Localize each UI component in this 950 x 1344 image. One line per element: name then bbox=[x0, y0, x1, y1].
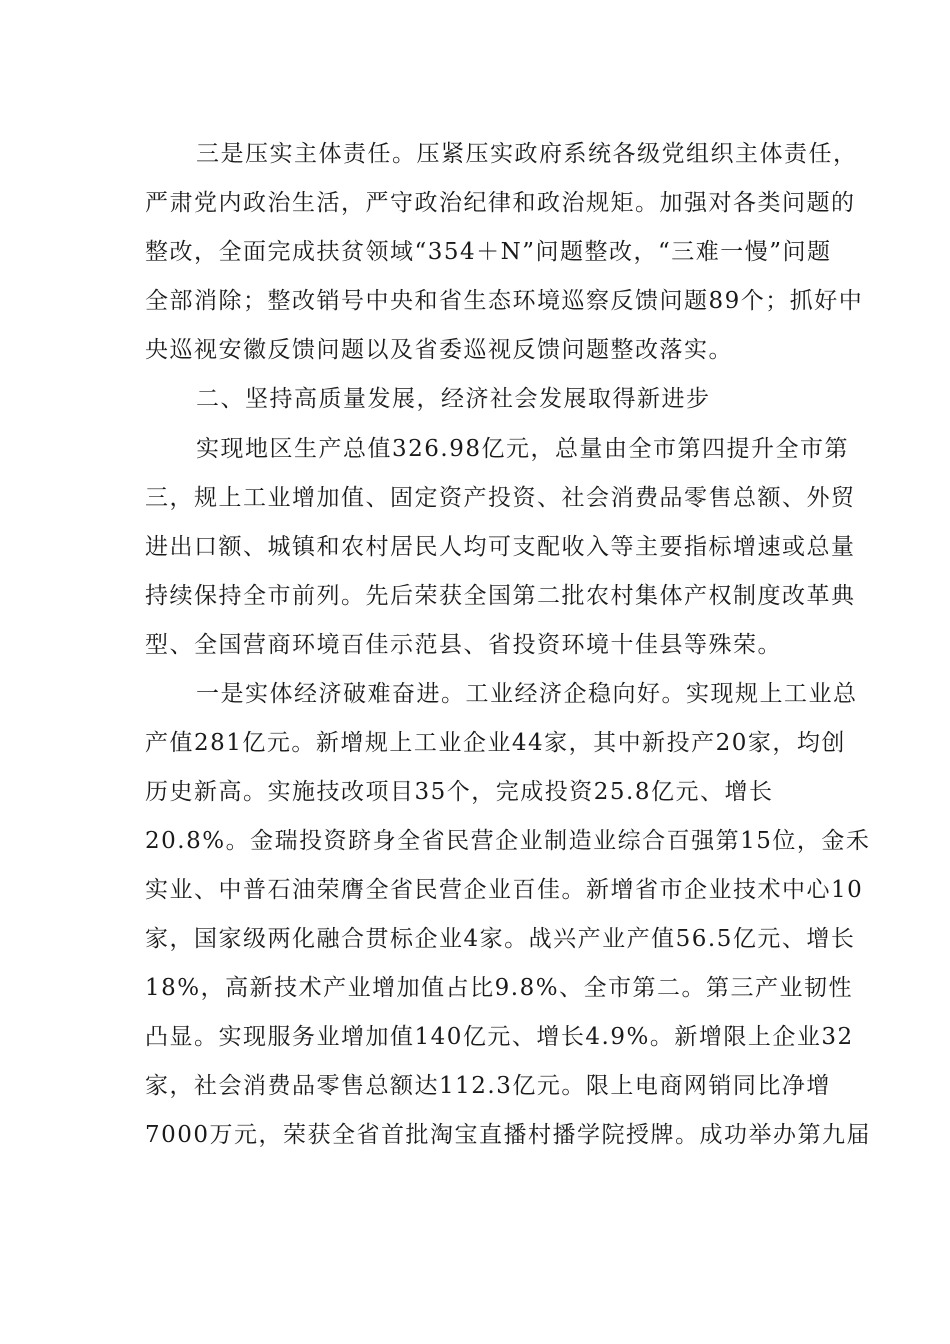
paragraph-line: 历史新高。实施技改项目35个，完成投资25.8亿元、增长 bbox=[145, 779, 774, 805]
paragraph-line: 持续保持全市前列。先后荣获全国第二批农村集体产权制度改革典 bbox=[145, 583, 856, 609]
paragraph-line: 全部消除；整改销号中央和省生态环境巡察反馈问题89个；抓好中 bbox=[145, 288, 864, 314]
paragraph-line: 进出口额、城镇和农村居民人均可支配收入等主要指标增速或总量 bbox=[145, 534, 856, 560]
paragraph-line: 18%，高新技术产业增加值占比9.8%、全市第二。第三产业韧性 bbox=[145, 975, 854, 1001]
paragraph-line: 严肃党内政治生活，严守政治纪律和政治规矩。加强对各类问题的 bbox=[145, 190, 856, 216]
paragraph-line: 家，国家级两化融合贯标企业4家。战兴产业产值56.5亿元、增长 bbox=[145, 926, 856, 952]
paragraph-line: 三是压实主体责任。压紧压实政府系统各级党组织主体责任， bbox=[196, 141, 858, 167]
paragraph-line: 三，规上工业增加值、固定资产投资、社会消费品零售总额、外贸 bbox=[145, 485, 856, 511]
paragraph-line: 产值281亿元。新增规上工业企业44家，其中新投产20家，均创 bbox=[145, 730, 846, 756]
paragraph-line: 实业、中普石油荣膺全省民营企业百佳。新增省市企业技术中心10 bbox=[145, 877, 864, 903]
paragraph-line: 一是实体经济破难奋进。工业经济企稳向好。实现规上工业总 bbox=[196, 681, 858, 707]
paragraph-line: 整改，全面完成扶贫领域“354＋N”问题整改，“三难一慢”问题 bbox=[145, 239, 832, 265]
paragraph-line: 7000万元，荣获全省首批淘宝直播村播学院授牌。成功举办第九届 bbox=[145, 1122, 872, 1148]
paragraph-line: 央巡视安徽反馈问题以及省委巡视反馈问题整改落实。 bbox=[145, 337, 733, 363]
paragraph-line: 家，社会消费品零售总额达112.3亿元。限上电商网销同比净增 bbox=[145, 1073, 831, 1099]
paragraph-line: 实现地区生产总值326.98亿元，总量由全市第四提升全市第 bbox=[196, 436, 849, 462]
section-heading: 二、坚持高质量发展，经济社会发展取得新进步 bbox=[196, 386, 711, 412]
paragraph-line: 型、全国营商环境百佳示范县、省投资环境十佳县等殊荣。 bbox=[145, 632, 782, 658]
paragraph-line: 20.8%。金瑞投资跻身全省民营企业制造业综合百强第15位，金禾 bbox=[145, 828, 871, 854]
paragraph-line: 凸显。实现服务业增加值140亿元、增长4.9%。新增限上企业32 bbox=[145, 1024, 854, 1050]
